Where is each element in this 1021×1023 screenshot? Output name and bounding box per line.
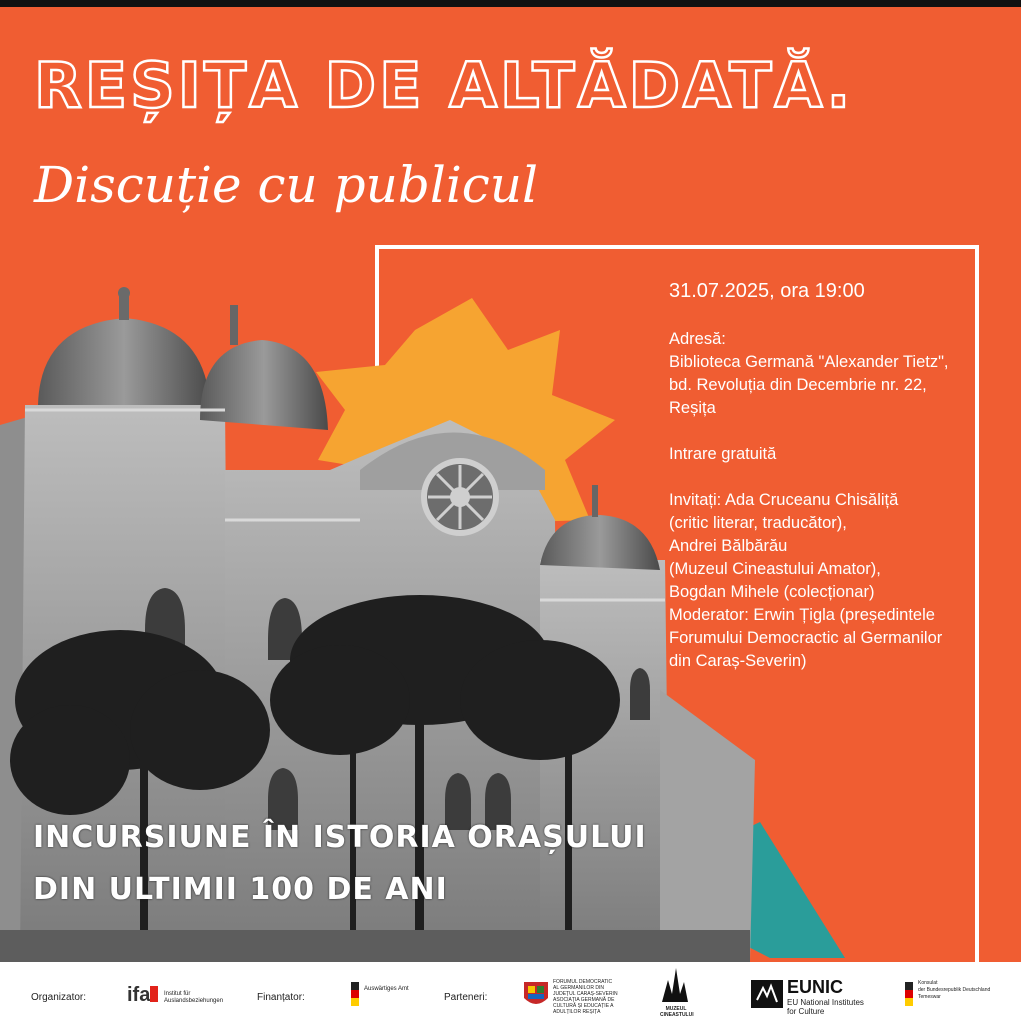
entry-info: Intrare gratuită	[669, 445, 777, 463]
poster-title: REȘIȚA DE ALTĂDATĂ.	[34, 49, 854, 122]
eunic-title: EUNIC	[787, 977, 844, 997]
ifa-name: Institut für	[164, 991, 191, 997]
funder-label: Finanțator:	[257, 992, 305, 1003]
consulate-name: Konsulat	[918, 980, 938, 986]
address-line: Reșița	[669, 399, 716, 417]
headline-line-2: DIN ULTIMII 100 DE ANI	[33, 872, 448, 907]
forum-text: FORUMUL DEMOCRATIC AL GERMANILOR DIN JUDEȚUL CARAȘ-SEVERIN ASOCIAȚIA GERMANĂ DE CULTURĂ ȘI EDUCAȚIE A ADULȚILOR REȘIȚA	[553, 979, 618, 1015]
german-eagle-icon	[351, 982, 359, 1006]
guests-line: Bogdan Mihele (colecționar)	[669, 583, 875, 601]
consulate-name: der Bundesrepublik Deutschland	[918, 987, 991, 993]
partners-label: Parteneri:	[444, 992, 488, 1003]
funder-name: Auswärtiges Amt	[364, 986, 409, 992]
ifa-logo: ifa	[127, 984, 150, 1007]
address-line: bd. Revoluția din Decembrie nr. 22,	[669, 376, 927, 394]
moderator-line: din Caraș-Severin)	[669, 652, 807, 670]
ifa-name: Auslandsbeziehungen	[164, 998, 224, 1004]
guests-line: Andrei Bălbărău	[669, 537, 788, 555]
headline	[33, 812, 647, 916]
forum-crest-icon	[522, 980, 550, 1010]
headline-line-1: INCURSIUNE ÎN ISTORIA ORAȘULUI	[33, 820, 647, 855]
address-line: Biblioteca Germană "Alexander Tietz",	[669, 353, 949, 371]
moderator-line: Moderator: Erwin Țigla (președintele	[669, 606, 935, 624]
eunic-subtitle: EU National Institutes	[787, 998, 864, 1007]
moderator-line: Forumului Democractic al Germanilor	[669, 629, 943, 647]
german-consulate-icon	[905, 982, 913, 1006]
event-details	[669, 278, 989, 673]
organizer-label: Organizator:	[31, 992, 87, 1003]
museum-logo-icon	[660, 966, 690, 1004]
guests-line: (critic literar, traducător),	[669, 514, 847, 532]
event-date: 31.07.2025, ora 19:00	[669, 280, 865, 302]
guests-line: (Muzeul Cineastului Amator),	[669, 560, 881, 578]
eunic-subtitle: for Culture	[787, 1007, 825, 1016]
museum-text: MUZEUL CINEASTULUI	[660, 1006, 694, 1018]
eunic-logo-icon	[751, 980, 783, 1008]
consulate-name: Temeswar	[918, 994, 941, 1000]
poster-subtitle: Discuție cu publicul	[34, 156, 539, 214]
address-label: Adresă:	[669, 330, 726, 348]
guests-line: Invitați: Ada Cruceanu Chisăliță	[669, 491, 899, 509]
sponsor-footer	[0, 962, 1021, 1023]
